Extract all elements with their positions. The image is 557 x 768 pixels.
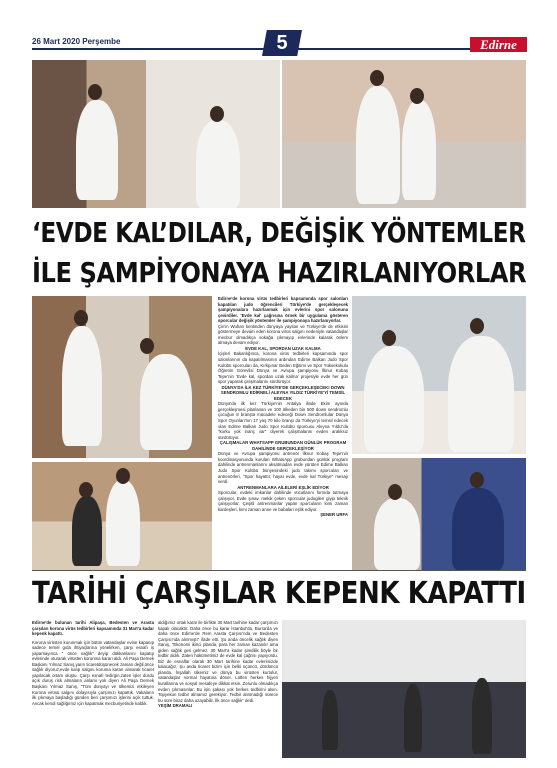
photo-closed-bazaar <box>282 620 526 758</box>
article2-column-1 <box>32 620 154 758</box>
issue-date: 26 Mart 2020 Perşembe <box>32 37 121 46</box>
photo-girls-judo-bedroom <box>282 60 526 208</box>
article2-signature: YEŞİM DRAMALI <box>158 703 193 709</box>
article1-paragraph: İçişleri Bakanlığınca, korona virüs tedbirleri kapsamında spor salonlarının da kapatılmasının ardından Edirne Balkan Judo Spor Kulübü sporcuları da, Kırkpınar Beden Eğitimi ve Spor Yüksekokulu Öğretim Görevlisi Dünya ve Avrupa şampiyonu İlknur Kobaş Tepe'nin 'Evde kal, spordan uzak kalma' projesiyle evde her gün spor yaparak çalışmalarını sürdürüyor. <box>218 351 348 385</box>
article1-paragraph: Sporcular, evdeki imkanlar dahilinde vücutlarını formda tutmaya çalışıyor. Evde şınav, mekik çeken sporcular judogileri giyip teknik çalışıyorlar. Çeşitli antrenmanlar yapan sporcuların kimi zaman kardeşleri, kimi zaman anne ve babaları eşlik ediyor. <box>218 490 348 512</box>
article1-lead: Edirne'de korona virüs tedbirleri kapsamında spor salonları kapatılan judo öğrencileri Türkiye'de gerçekleşecek şampiyonalara hazırlanmak için evlerini spor salonuna çevirdiler. 'Evde kal' çağrısına örnek bir uygulama gösteren sporcular değişik yöntemler ile şampiyonaya hazırlanıyorlar. <box>218 296 348 324</box>
article1-subheading: EVDE KAL, SPORDAN UZAK KALMA <box>245 345 321 351</box>
photo-girls-training-sofa <box>32 60 280 208</box>
article2-paragraph: Korona virüsten korunmak için bütün vatandaşlar evine kapanıp sadece temel gıda ihtiyaçlarına yönelirken, çarşı esnafı iş yapamayınca " önce sağlık" deyip dükkanlarını kapatıp evlerinde oturarak virüsten korunma kararı aldı. Ali Paşa Dernek Başkanı Yılmaz Sanış,yarın ticaretdüşünecek zaman değil,önce sağlık diyoruz,evde kalıp salgını koruma kararı alınarak ticaret yapılacak ortam oluştu. Çarşı esnafı tedirgin,zaten işler durdu açık duruş risk almaların anlamı yok diyen Ali Paşa Dernek Başkanı Yılmaz Sanış, "Tüm dünyayı ve ülkemizi etkileyen Korona virüsü salgını dolayısıyla çarşımızı kapattık. Vakaların ilk çıkmaya başladığı günden beri çarşımızı işlerini açık tuttuk. Ancak kendi sağlığımız için kapatmak mecburiyetinde kaldık. <box>32 639 154 706</box>
article1-subheading: ANTRENMANLARA AİLELERİ EŞLİK EDİYOR <box>237 484 329 490</box>
article1-subheading: ÇALIŞMALAR WHATSAPP GRUBUNDAN GÜNLÜK PROGRAM DAHİLİNDE GERÇEKLEŞİYOR <box>219 440 347 451</box>
article1-headline-line1: ‘EVDE KAL’DILAR, DEĞİŞİK YÖNTEMLER <box>32 216 526 249</box>
article1-paragraph: Dünya'da ilk kez Türkiye'nin Antalya ilinde Ekim ayında gerçekleşmesi planlanan ve 100 ülkeden bin 500 down sendromlu çocuğun 8 branşta mücadele edeceği Down Sendromlular Dünya Spor Oyunları'nın 17 yaş 70 kilo branşı da Türkiye'yi temsil edecek olan Edirne Balkan Judo Spor Kulübü sporcusu Aleyna Yıldız'da "korku yok inanç var" diyerek çalışmalarını evden aralıksız sürdürüyor. <box>218 401 348 440</box>
article1-body <box>218 296 348 568</box>
photo-siblings-judo <box>352 458 526 570</box>
article2-headline: TARİHİ ÇARŞILAR KEPENK KAPATTI <box>32 576 526 611</box>
article1-paragraph: Dünya ve Avrupa şampiyonu antrenör İlknur Kobaş Tepe'nin koordinasyonunda kurulan WhatsApp grubundan günlük program dahilinde antrenmanlarını aksatmadan evde yürüten Edirne Balkan Judo Spor Kulübü bünyesindeki judo takımı sporcuları ve antrenörleri, "Spor hayattır, hayat evde, evde kal Türkiye" mesajı verdi. <box>218 451 348 485</box>
newspaper-logo: Edirne <box>470 37 527 52</box>
photo-family-judo-throw <box>32 462 212 570</box>
article2-paragraph: aldığımız ortak karar ile birlikte 30 Mart tarihine kadar çarşımızı kapalı olacaktır. Daha önce bu karar İstanbul'da, Bursa'da ve daha önce Edirne'de Rem Arasta Çarşısı'nda ve Bedesten Çarşısı'nda alınmıştı" ifade etti. Şu anda öncelik sağlık diyen Sanış, "Ekonomi ikinci planda, para her zaman kazanılır ama giden sağlık geri gelmez. 30 Mart'a kadar şimdilik böyle bir tedbir aldık. Zaten hükümetimiz de evde kal çağrısı yapıyordu. Biz de esnaflar olarak 30 Mart tarihine kadar evlerimizde kalacağız. Şu anda ticaret bizim için belki üçüncü, dördüncü planda. İnşallah ülkemiz ve dünya bu virüsten kurtulur, vatandaşlar normal hayatına döner. Lütfen herkes hijyen kurallarına ve sosyal mesafeye dikkat etsin. Zorunlu olmadıkça evden çıkmasınlar. Bu işin şakası yok herkes tedbirini alsın. Topyekun tedbir almamız gerekiyor. Tedbir alınmadığı sürece bu süre biraz daha uzayabilir. İlk önce sağlık" dedi. <box>158 620 278 703</box>
article2-column-2 <box>158 620 278 758</box>
photo-man-girl-judo-pose <box>32 296 212 458</box>
photo-girls-belt-tying <box>352 296 526 454</box>
section-divider <box>32 570 526 571</box>
article1-paragraph: Çin'in Wuhan kentinden dünyaya yayılan ve Türkiye'de de etkisini göstermeye devam eden korona virüs salgını nedeniyle vatandaşlar mecbur olmadıkça sokağa çıkmayıp evlerinde kalarak önlem almaya devam ediyor. <box>218 323 348 346</box>
article2-lead: Edirne'de bulunan tarihi Alipaşa, Bedesten ve Arasta çarşıları korona virüs tedbirleri kapsamında 31 Mart'a kadar kepenk kapattı. <box>32 620 154 637</box>
article1-signature: ŞENER URFA <box>320 512 348 518</box>
article1-headline-line2: İLE ŞAMPİYONAYA HAZIRLANIYORLAR <box>32 256 527 289</box>
article1-subheading: DÜNYA'DA İLK KEZ TÜRKİYE'DE GERÇEKLEŞECEK! DOWN SENDROMLU EDİRNELİ ALEYNA YILDIZ TÜRKİYE'Yİ TEMSİL EDECEK <box>220 384 346 401</box>
page-number: 5 <box>276 32 288 54</box>
